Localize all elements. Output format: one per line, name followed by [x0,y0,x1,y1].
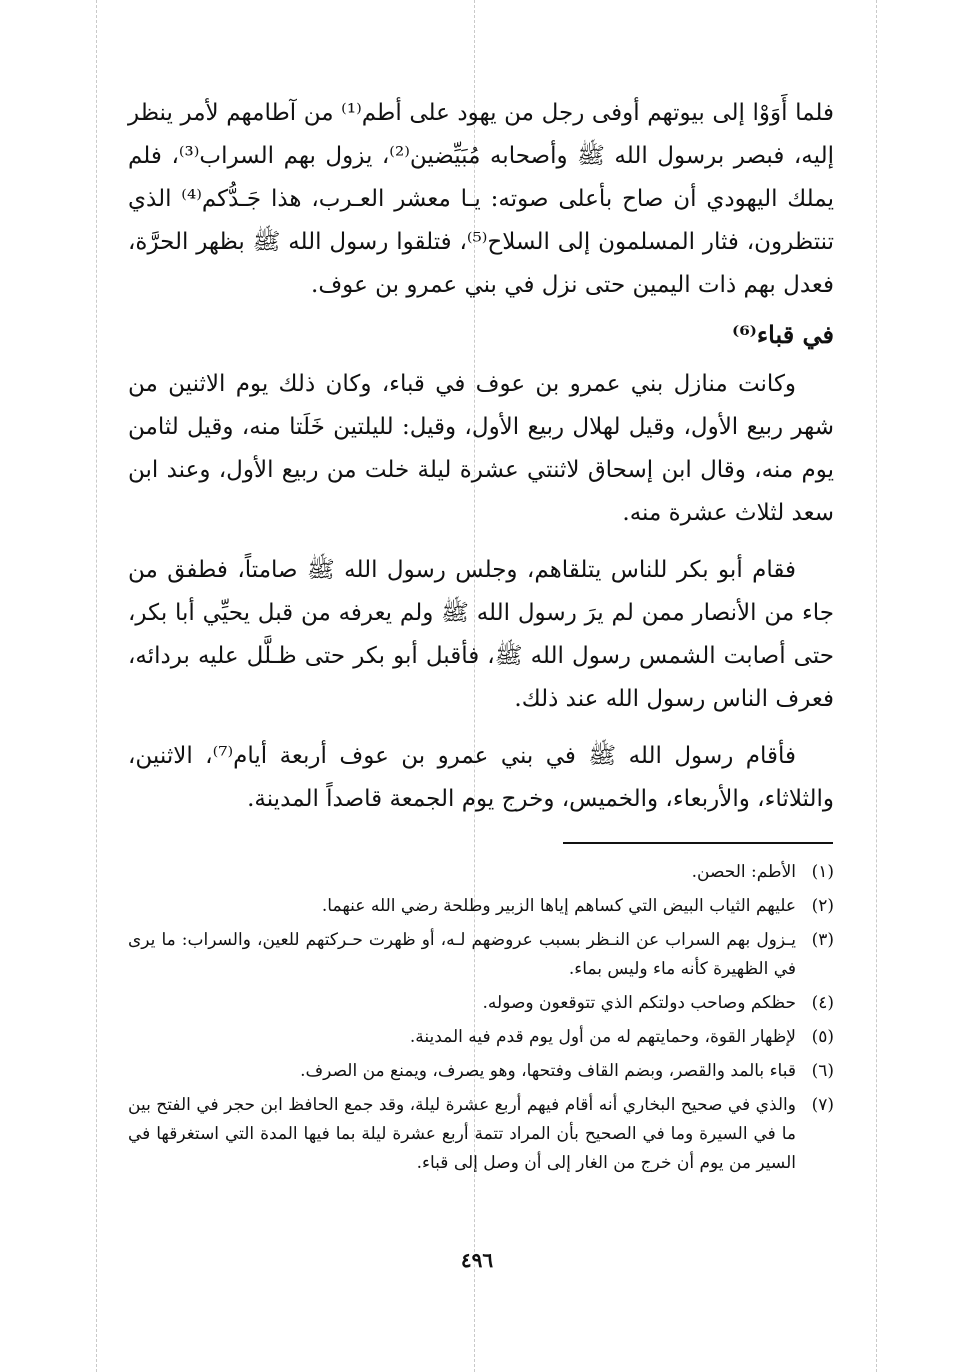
main-text [128,92,834,835]
footnote-number: (٦) [811,1061,834,1081]
page-number: ٤٩٦ [460,1248,494,1272]
footnote-text: حظكم وصاحب دولتكم الذي تتوقعون وصوله. [482,993,796,1013]
footnote-item [128,1091,834,1178]
paragraph-quba-dwellings: وكانت منازل بني عمرو بن عوف في قباء، وكان ذلك يوم الاثنين من شهر ربيع الأول، وقيل لهلال ربيع الأول، وقيل: لليلتين خَلَتا منه، وقيل لثامن يوم منه، وقال ابن إسحاق لاثنتي عشرة ليلة خلت من ربيع الأول، وعند ابن سعد لثلاث عشرة منه. [128,371,834,526]
footnote-item [128,989,834,1018]
footnote-text: لإظهار القوة، وحمايتهم له من أول يوم قدم فيه المدينة. [409,1027,796,1047]
footnote-number: (٧) [811,1095,834,1115]
footnote-number: (٤) [811,993,834,1013]
footnote-text: عليهم الثياب البيض التي كساهم إياها الزبير وطلحة رضي الله عنهما. [321,896,796,916]
footnote-number: (٥) [811,1027,834,1047]
guide-line-left [96,0,97,1372]
footnote-text: الأطم: الحصن. [691,862,796,882]
paragraph-abu-bakr-greeting: فقام أبو بكر للناس يتلقاهم، وجلس رسول الله ﷺ صامتاً، فطفق من جاء من الأنصار ممن لم يرَ رسول الله ﷺ ولم يعرفه من قبل يحيِّي أبا بكر، حتى أصابت الشمس رسول الله ﷺ، فأقبل أبو بكر حتى ظـلَّل عليه بردائه، فعرف الناس رسول الله عند ذلك. [128,557,834,712]
footnote-item [128,892,834,921]
footnotes [128,858,834,1183]
footnote-text: يـزول بهم السراب عن النـظر بسبب عروضهم لـه، أو ظهرت حـركتهم للعين، والسراب: ما يرى في الظهيرة كأنه ماء وليس بماء. [128,930,796,979]
footnote-item [128,858,834,887]
guide-line-right [876,0,877,1372]
footnote-text: والذي في صحيح البخاري أنه أقام فيهم أربع عشرة ليلة، وقد جمع الحافظ ابن حجر في الفتح بين ما في السيرة وما في الصحيح بأن المراد تتمة أربع عشرة ليلة بما فيها المدة التي استغرقها في السير من يوم أن خرج من الغار إلى أن وصل إلى قباء. [128,1095,796,1173]
footnote-number: (٣) [811,930,834,950]
section-heading-quba: في قباء⁽⁶⁾ [732,320,834,349]
footnote-separator [563,842,833,844]
paragraph-stay-duration: فأقام رسول الله ﷺ في بني عمرو بن عوف أربعة أيام⁽⁷⁾، الاثنين، والثلاثاء، والأربعاء، والخميس، وخرج يوم الجمعة قاصداً المدينة. [128,743,834,812]
footnote-number: (٢) [811,896,834,916]
footnote-number: (١) [811,862,834,882]
footnote-text: قباء بالمد والقصر، وبضم القاف وفتحها، وهو يصرف، ويمنع من الصرف. [300,1061,796,1081]
footnote-item [128,926,834,984]
paragraph-arrival: فلما أَوَوْا إلى بيوتهم أوفى رجل من يهود على أطم⁽¹⁾ من آطامهم لأمر ينظر إليه، فبصر برسول الله ﷺ وأصحابه مُبَيِّضين⁽²⁾، يزول بهم السراب⁽³⁾، فلم يملك اليهودي أن صاح بأعلى صوته: يـا معشر العـرب، هذا جَـدُّكم⁽⁴⁾ الذي تنتظرون، فثار المسلمون إلى السلاح⁽⁵⁾، فتلقوا رسول الله ﷺ بظهر الحرَّة، فعدل بهم ذات اليمين حتى نزل في بني عمرو بن عوف. [128,100,834,298]
footnote-item [128,1057,834,1086]
footnote-item [128,1023,834,1052]
